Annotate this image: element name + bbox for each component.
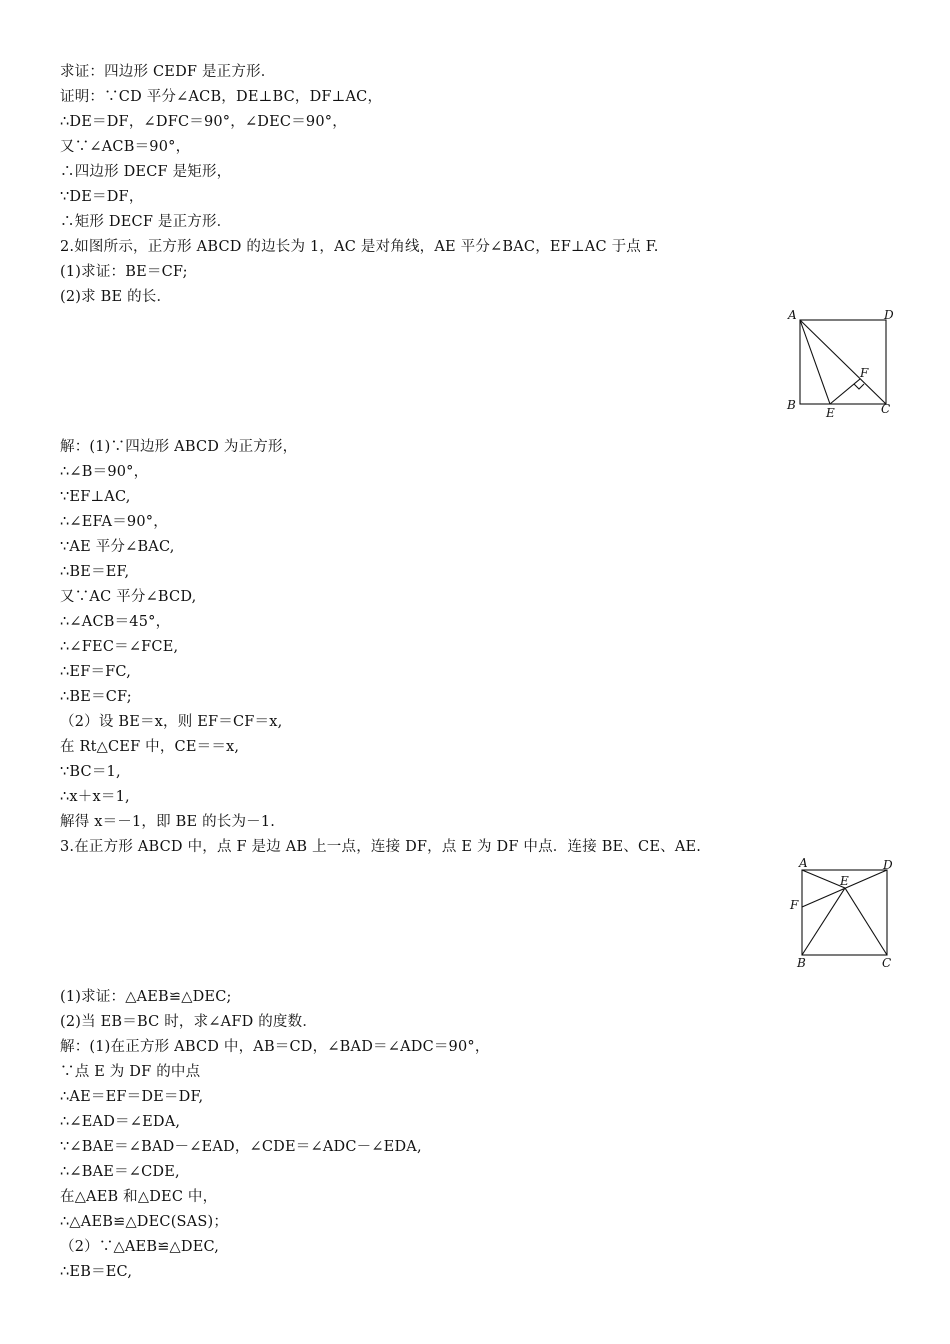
- text-line: ∵点 E 为 DF 的中点: [60, 1064, 201, 1080]
- text-line: ∴BE＝CF;: [60, 689, 132, 705]
- text-line: 解：(1)∵四边形 ABCD 为正方形，: [60, 439, 298, 455]
- square-abcd-figure-2: [785, 855, 900, 970]
- text-line: 解得 x＝－1，即 BE 的长为－1.: [60, 814, 276, 830]
- text-line: （2）∵△AEB≌△DEC,: [60, 1239, 220, 1255]
- text-line: ∴∠EAD＝∠EDA,: [60, 1114, 181, 1130]
- square-abcd-figure-1: [780, 305, 900, 420]
- text-line: (2)求 BE 的长．: [60, 289, 172, 305]
- problem-3-statement: 3.在正方形 ABCD 中，点 F 是边 AB 上一点，连接 DF，点 E 为 DF 中点．连接 BE、CE、AE.: [60, 839, 702, 855]
- text-line: (2)当 EB＝BC 时，求∠AFD 的度数．: [60, 1014, 318, 1030]
- text-line: ∵BC＝1,: [60, 764, 121, 780]
- text-line: 在△AEB 和△DEC 中，: [60, 1189, 218, 1205]
- right-angle-mark: [854, 384, 864, 389]
- text-line: ∴△AEB≌△DEC(SAS)；: [60, 1214, 229, 1230]
- label-e: E: [826, 406, 835, 420]
- label-b: B: [797, 956, 806, 970]
- text-line: ∴x＋x＝1,: [60, 789, 130, 805]
- text-line: 又∵∠ACB＝90°，: [60, 139, 191, 155]
- text-line: ∴∠BAE＝∠CDE,: [60, 1164, 180, 1180]
- text-line: ∵AE 平分∠BAC,: [60, 539, 175, 555]
- text-line: 在 Rt△CEF 中，CE＝＝x,: [60, 739, 240, 755]
- diagonal-ac: [800, 320, 886, 404]
- text-line: ∴∠EFA＝90°，: [60, 514, 168, 530]
- text-line: ∴∠B＝90°，: [60, 464, 149, 480]
- text-line: ∵EF⊥AC,: [60, 489, 131, 505]
- label-b: B: [787, 398, 796, 412]
- segment-ec: [845, 888, 887, 955]
- text-line: 解：(1)在正方形 ABCD 中，AB＝CD，∠BAD＝∠ADC＝90°，: [60, 1039, 490, 1055]
- text-line: (1)求证：BE＝CF;: [60, 264, 188, 280]
- text-line: ∵DE＝DF，: [60, 189, 144, 205]
- label-f: F: [860, 366, 869, 380]
- label-c: C: [882, 956, 892, 970]
- label-a: A: [788, 308, 797, 322]
- segment-ef: [830, 379, 860, 404]
- text-line: 又∵AC 平分∠BCD,: [60, 589, 197, 605]
- segment-ae: [800, 320, 830, 404]
- text-line: ∴∠ACB＝45°，: [60, 614, 171, 630]
- label-a: A: [799, 856, 808, 870]
- text-line: ∴矩形 DECF 是正方形．: [60, 214, 232, 230]
- label-c: C: [881, 402, 891, 416]
- label-d: D: [884, 308, 894, 322]
- text-line: 证明：∵CD 平分∠ACB，DE⊥BC，DF⊥AC，: [60, 89, 383, 105]
- text-line: ∴EF＝FC,: [60, 664, 132, 680]
- text-line: 求证：四边形 CEDF 是正方形．: [60, 64, 276, 80]
- label-f: F: [790, 898, 799, 912]
- problem-2-statement: 2.如图所示，正方形 ABCD 的边长为 1，AC 是对角线，AE 平分∠BAC，EF⊥AC 于点 F.: [60, 239, 659, 255]
- label-e: E: [840, 874, 849, 888]
- text-line: (1)求证：△AEB≌△DEC;: [60, 989, 232, 1005]
- text-line: ∴BE＝EF,: [60, 564, 130, 580]
- label-d: D: [883, 858, 893, 872]
- text-line: ∴EB＝EC,: [60, 1264, 133, 1280]
- text-line: ∴AE＝EF＝DE＝DF,: [60, 1089, 204, 1105]
- text-line: ∴四边形 DECF 是矩形，: [60, 164, 232, 180]
- text-line: （2）设 BE＝x，则 EF＝CF＝x,: [60, 714, 283, 730]
- segment-ae: [802, 870, 845, 888]
- text-line: ∵∠BAE＝∠BAD－∠EAD，∠CDE＝∠ADC－∠EDA,: [60, 1139, 422, 1155]
- text-line: ∴∠FEC＝∠FCE,: [60, 639, 179, 655]
- text-line: ∴DE＝DF，∠DFC＝90°，∠DEC＝90°，: [60, 114, 347, 130]
